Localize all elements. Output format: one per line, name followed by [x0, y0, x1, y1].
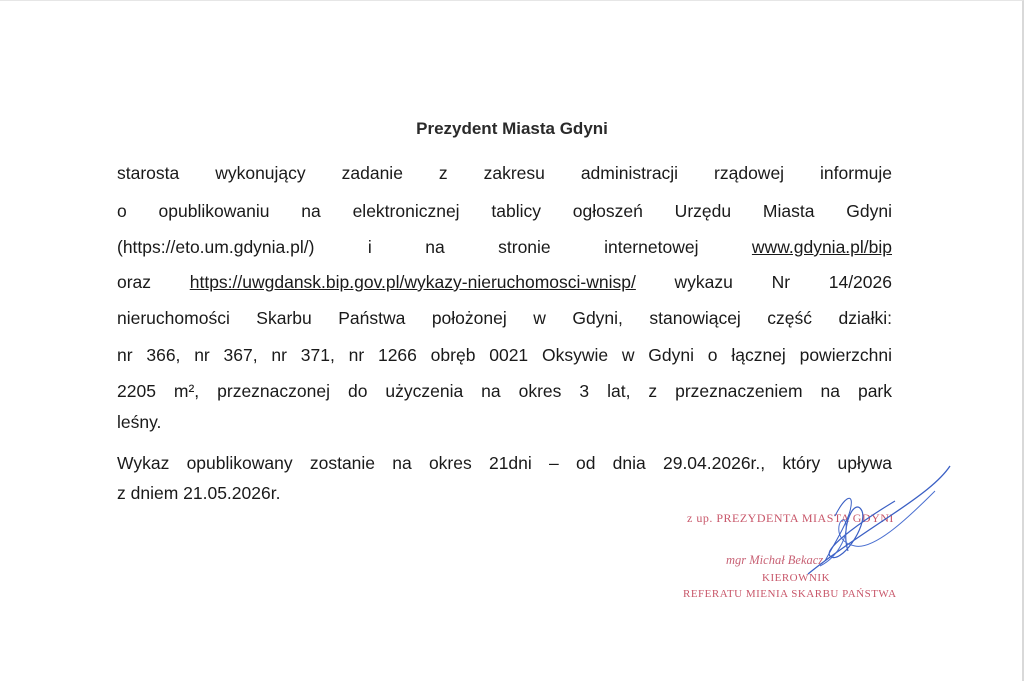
bip-link[interactable]: www.gdynia.pl/bip [751, 237, 892, 257]
stamp-position: KIEROWNIK [762, 572, 831, 584]
stamp-department: REFERATU MIENIA SKARBU PAŃSTWA [683, 588, 897, 600]
body-line-10: z dniem 21.05.2026r. [117, 483, 281, 503]
body-line-2: o opublikowaniu na elektronicznej tablicy ogłoszeń Urzędu Miasta Gdyni [117, 201, 892, 221]
signature-icon [800, 456, 960, 596]
body-line-4-prefix: oraz [117, 272, 152, 292]
body-line-7: 2205 m², przeznaczonej do użyczenia na okres 3 lat, z przeznaczeniem na park [117, 381, 892, 401]
document-title: Prezydent Miasta Gdyni [416, 119, 608, 138]
stamp-authorization: z up. PREZYDENTA MIASTA GDYNI [687, 511, 894, 525]
body-line-3 [117, 237, 892, 258]
body-line-4 [117, 272, 892, 293]
body-line-8: leśny. [117, 412, 162, 432]
body-line-4-suffix: wykazu Nr 14/2026 [674, 272, 892, 292]
body-line-9: Wykaz opublikowany zostanie na okres 21dni – od dnia 29.04.2026r., który upływa [117, 453, 892, 473]
body-line-1: starosta wykonujący zadanie z zakresu administracji rządowej informuje [117, 163, 892, 183]
uwgdansk-link[interactable]: https://uwgdansk.bip.gov.pl/wykazy-nieruchomosci-wnisp/ [189, 272, 636, 292]
body-line-6: nr 366, nr 367, nr 371, nr 1266 obręb 0021 Oksywie w Gdyni o łącznej powierzchni [117, 345, 892, 365]
body-line-5: nieruchomości Skarbu Państwa położonej w Gdyni, stanowiącej część działki: [117, 308, 892, 328]
stamp-name: mgr Michał Bekacz [726, 553, 824, 567]
body-line-3-text: (https://eto.um.gdynia.pl/) i na stronie internetowej [117, 237, 699, 257]
